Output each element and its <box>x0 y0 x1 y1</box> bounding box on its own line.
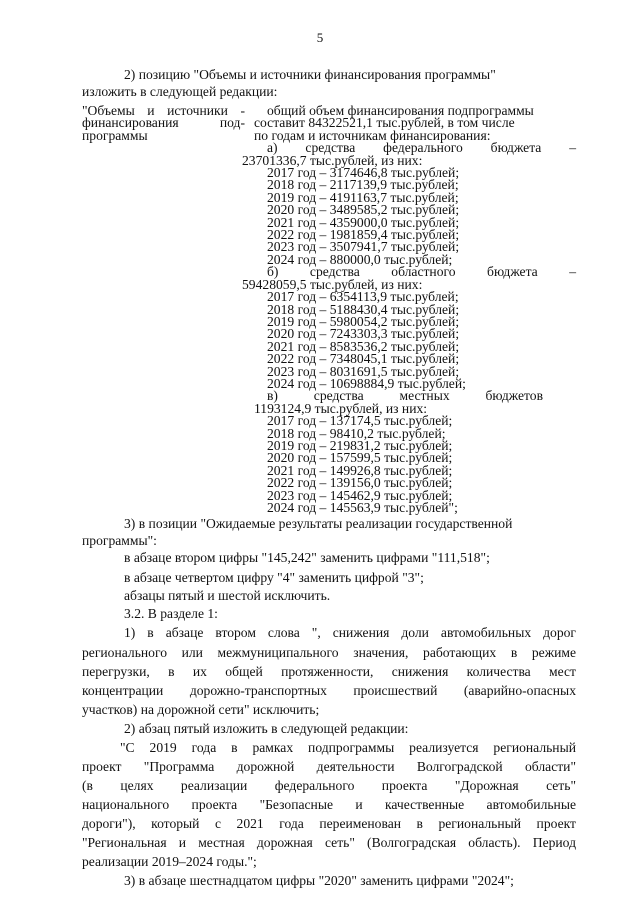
funding-label-line: "Объемы и источники - <box>82 103 245 118</box>
regional-year: 2024 год – 10698884,9 тыс.рублей; <box>267 375 466 391</box>
regional-year: 2020 год – 7243303,3 тыс.рублей; <box>267 326 460 342</box>
item3-line-1: 3) в позиции "Ожидаемые результаты реализации государственной <box>124 516 513 531</box>
s1-line: участков) на дорожной сети" исключить; <box>82 702 320 717</box>
federal-year: 2020 год – 3489585,2 тыс.рублей; <box>267 202 460 218</box>
local-year: 2024 год – 145563,9 тыс.рублей"; <box>267 500 458 515</box>
s2-line: "С 2019 года в рамках подпрограммы реализуется региональный <box>120 740 576 755</box>
federal-heading: а) средства федерального бюджета – <box>267 140 576 156</box>
local-year: 2021 год – 149926,8 тыс.рублей; <box>267 462 453 478</box>
item3-sub-2: в абзаце четвертом цифру "4" заменить цифрой "3"; <box>124 570 424 585</box>
federal-year: 2017 год – 3174646,8 тыс.рублей; <box>267 165 460 181</box>
federal-year: 2024 год – 880000,0 тыс.рублей; <box>267 251 453 267</box>
intro-line-1: 2) позицию "Объемы и источники финансирования программы" <box>124 67 496 82</box>
item3-sub-3: абзацы пятый и шестой исключить. <box>124 588 331 603</box>
local-heading: в) средства местных бюджетов <box>267 388 543 404</box>
local-year: 2019 год – 219831,2 тыс.рублей; <box>267 437 453 453</box>
federal-amount: 23701336,7 тыс.рублей, из них: <box>242 152 423 168</box>
s2-line: проект "Программа дорожной деятельности Волгоградской области" <box>82 759 576 774</box>
regional-year: 2017 год – 6354113,9 тыс.рублей; <box>267 289 459 305</box>
s1-line: 1) в абзаце втором слова ", снижения доли автомобильных дорог <box>124 625 576 640</box>
s2-line: дороги"), который с 2021 года переименован в региональный проект <box>82 816 576 831</box>
total-line: составит 84322521,1 тыс.рублей, в том числе <box>254 115 515 131</box>
regional-year: 2023 год – 8031691,5 тыс.рублей; <box>267 363 460 379</box>
funding-label <box>82 105 245 142</box>
total-line: по годам и источникам финансирования: <box>254 127 491 143</box>
regional-amount: 59428059,5 тыс.рублей, из них: <box>242 276 423 292</box>
s2-intro: 2) абзац пятый изложить в следующей редакции: <box>124 721 409 736</box>
local-year: 2018 год – 98410,2 тыс.рублей; <box>267 425 446 441</box>
s2-line: национального проекта "Безопасные и качественные автомобильные <box>82 797 576 812</box>
funding-label-line: программы <box>82 127 148 143</box>
item3-sub-1: в абзаце втором цифры "145,242" заменить цифрами "111,518"; <box>124 550 490 565</box>
item3-line-2: программы": <box>82 533 157 548</box>
federal-year: 2023 год – 3507941,7 тыс.рублей; <box>267 239 460 255</box>
local-year: 2023 год – 145462,9 тыс.рублей; <box>267 487 453 503</box>
s1-line: концентрации дорожно-транспортных происшествий (аварийно-опасных <box>82 683 576 698</box>
s1-line: регионального или межмуниципального значения, работающих в режиме <box>82 645 576 660</box>
s2-line: реализации 2019–2024 годы."; <box>82 854 257 869</box>
regional-year: 2019 год – 5980054,2 тыс.рублей; <box>267 313 460 329</box>
intro-line-2: изложить в следующей редакции: <box>82 84 278 99</box>
regional-year: 2021 год – 8583536,2 тыс.рублей; <box>267 338 460 354</box>
federal-year: 2022 год – 1981859,4 тыс.рублей; <box>267 227 460 243</box>
total-line: общий объем финансирования подпрограммы <box>267 103 534 118</box>
s2-line: (в целях реализации федерального проекта "Дорожная сеть" <box>82 778 576 793</box>
page-number: 5 <box>316 30 324 45</box>
local-amount: 1193124,9 тыс.рублей, из них: <box>254 400 428 416</box>
local-year: 2017 год – 137174,5 тыс.рублей; <box>267 413 453 429</box>
section-heading: 3.2. В разделе 1: <box>124 606 218 621</box>
s3-line: 3) в абзаце шестнадцатом цифры "2020" заменить цифрами "2024"; <box>124 873 514 888</box>
regional-year: 2022 год – 7348045,1 тыс.рублей; <box>267 351 460 367</box>
federal-year: 2018 год – 2117139,9 тыс.рублей; <box>267 177 459 193</box>
funding-label-line: финансирования под- <box>82 115 245 131</box>
s1-line: перегрузки, в их общей протяженности, снижения количества мест <box>82 664 576 679</box>
local-year: 2020 год – 157599,5 тыс.рублей; <box>267 450 453 466</box>
federal-year: 2019 год – 4191163,7 тыс.рублей; <box>267 189 459 205</box>
regional-heading: б) средства областного бюджета – <box>267 264 576 280</box>
federal-year: 2021 год – 4359000,0 тыс.рублей; <box>267 214 460 230</box>
s2-line: "Региональная и местная дорожная сеть" (Волгоградская область). Период <box>82 835 576 850</box>
regional-year: 2018 год – 5188430,4 тыс.рублей; <box>267 301 460 317</box>
funding-details <box>242 103 576 515</box>
local-year: 2022 год – 139156,0 тыс.рублей; <box>267 475 453 491</box>
